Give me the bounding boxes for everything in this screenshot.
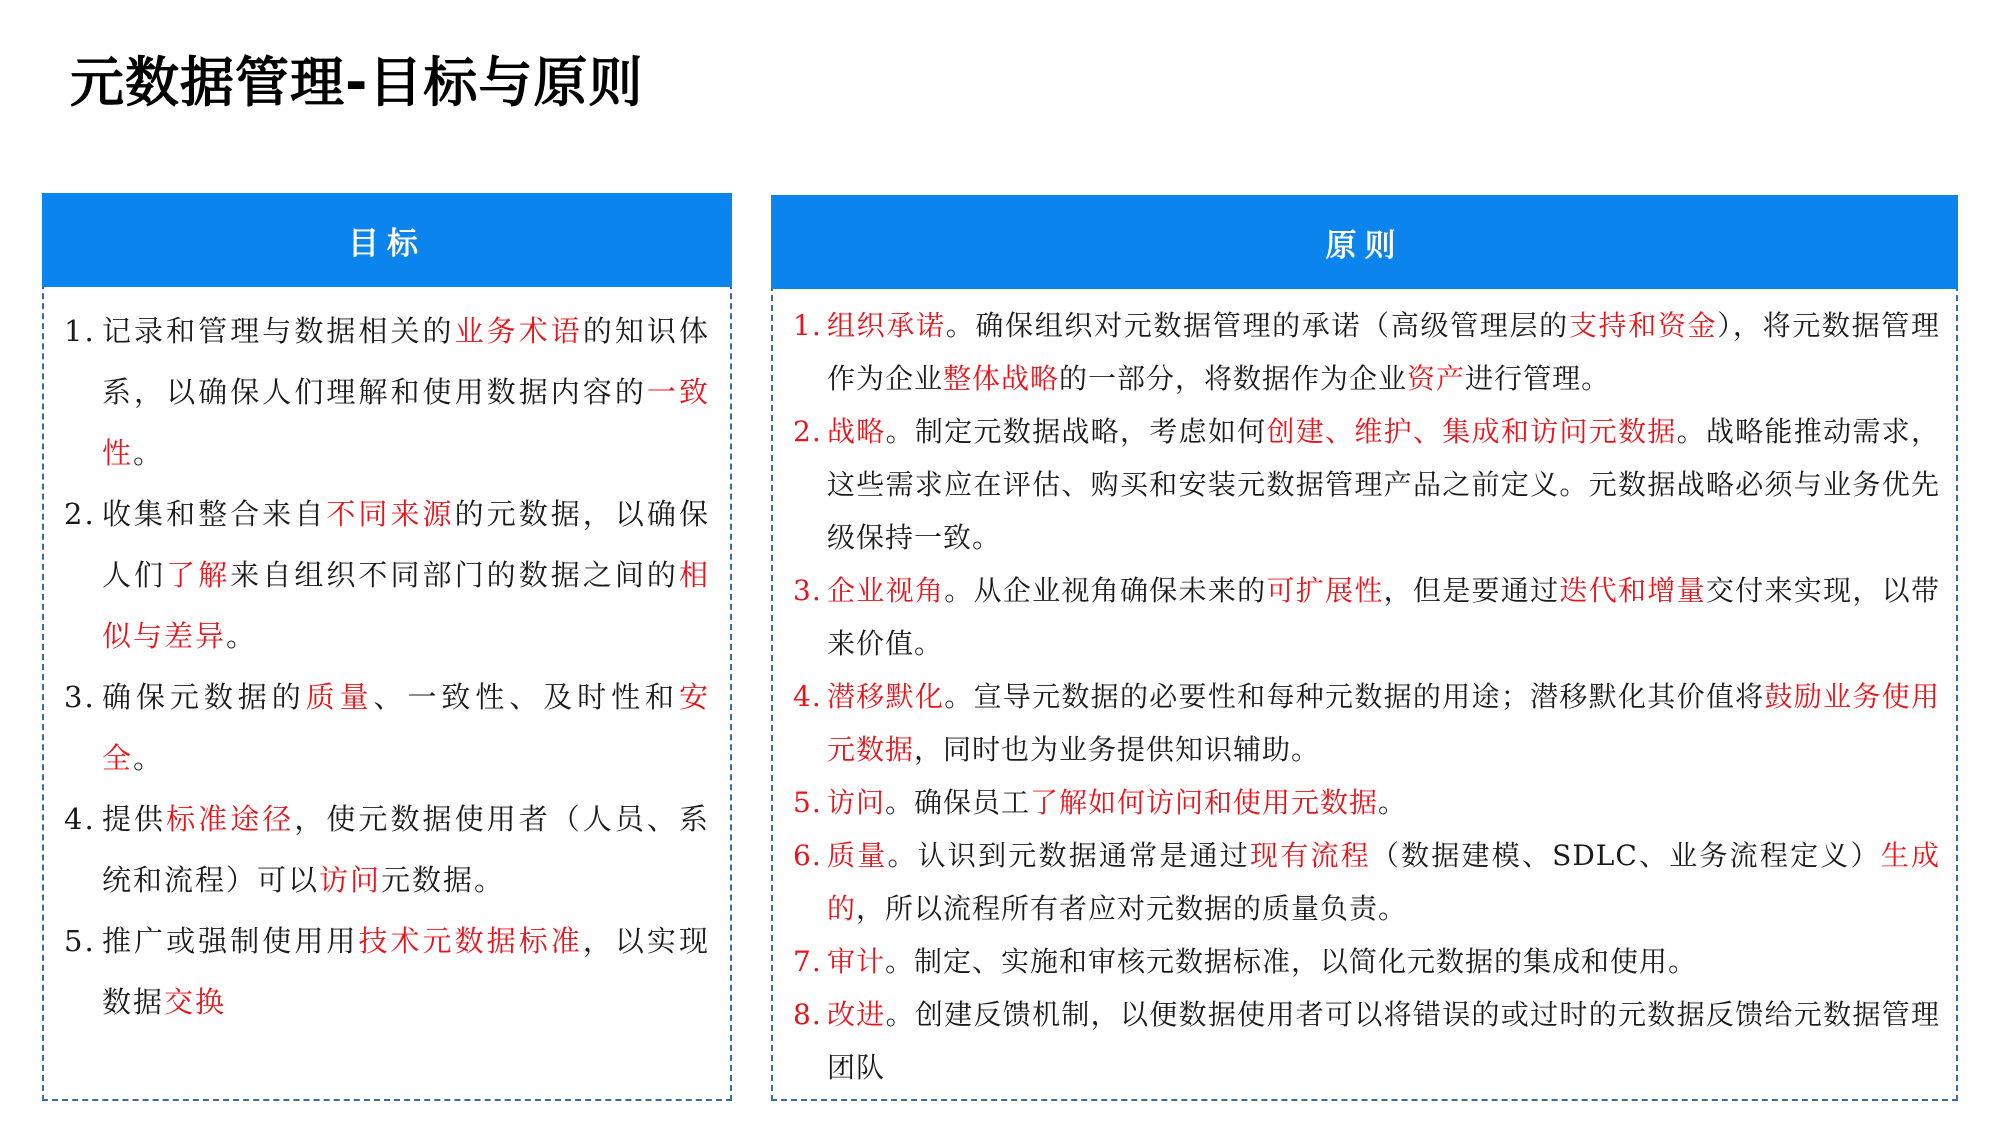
text-segment: 。从企业视角确保未来的	[944, 574, 1267, 607]
text-segment: 。	[1378, 786, 1408, 819]
goal-item-number: 4.	[64, 802, 96, 836]
highlight-term: 标准途径	[166, 802, 295, 836]
text-segment: 交付来实现，以带来价值。	[827, 574, 1940, 660]
text-segment: 的知识体系，以确保人们理解和使用数据内容的	[102, 314, 710, 409]
text-segment: 。	[133, 741, 165, 775]
text-segment: 。	[133, 436, 165, 470]
highlight-term: 企业视角	[827, 574, 945, 607]
highlight-term: 组织承诺	[827, 309, 946, 342]
highlight-term: 资产	[1407, 362, 1466, 395]
highlight-term: 支持和资金	[1568, 309, 1718, 342]
text-segment: 。确保组织对元数据管理的承诺（高级管理层的	[945, 309, 1569, 342]
text-segment: 、一致性、及时性和	[373, 680, 679, 714]
highlight-term: 访问	[319, 863, 382, 897]
text-segment: 。	[226, 619, 258, 653]
principle-item	[793, 988, 1940, 1094]
text-segment: 。制定、实施和审核元数据标准，以简化元数据的集成和使用。	[885, 945, 1698, 978]
highlight-term: 业务术语	[454, 314, 583, 348]
highlight-term: 整体战略	[943, 362, 1060, 395]
principles-list	[773, 289, 1956, 1094]
text-segment: 进行管理。	[1465, 362, 1611, 395]
goal-item	[64, 301, 710, 484]
text-segment: 。创建反馈机制，以便数据使用者可以将错误的或过时的元数据反馈给元数据管理团队	[827, 998, 1940, 1084]
highlight-term: 潜移默化	[827, 680, 945, 713]
principle-item-number: 3.	[793, 574, 822, 607]
principle-item	[793, 405, 1940, 564]
highlight-term: 鼓励业务使用元数据	[827, 680, 1940, 766]
goal-item-number: 2.	[64, 497, 96, 531]
goal-item	[64, 667, 710, 789]
text-segment: 来自组织不同部门的数据之间的	[230, 558, 679, 592]
goals-list	[44, 287, 730, 1033]
principle-item-number: 6.	[793, 839, 822, 872]
goal-item	[64, 789, 710, 911]
principle-item-number: 8.	[793, 998, 822, 1031]
principle-item-text	[827, 670, 1940, 776]
text-segment: 。宣导元数据的必要性和每种元数据的用途；潜移默化其价值将	[944, 680, 1765, 713]
goal-item-text	[102, 301, 710, 484]
highlight-term: 不同来源	[326, 497, 455, 531]
principle-item-number: 7.	[793, 945, 822, 978]
goal-item-number: 3.	[64, 680, 96, 714]
principle-item	[793, 776, 1940, 829]
text-segment: 。认识到元数据通常是通过	[887, 839, 1251, 872]
text-segment: 收集和整合来自	[102, 497, 327, 531]
principle-item	[793, 299, 1940, 405]
text-segment: ，同时也为业务提供知识辅助。	[914, 733, 1321, 766]
principle-item-text	[827, 988, 1940, 1094]
text-segment: 记录和管理与数据相关的	[102, 314, 455, 348]
principles-header: 原则	[771, 195, 1958, 289]
principle-item-number: 1.	[793, 309, 822, 342]
highlight-term: 了解如何访问和使用元数据	[1030, 786, 1379, 819]
highlight-term: 改进	[827, 998, 886, 1031]
text-segment: 的一部分，将数据作为企业	[1059, 362, 1408, 395]
text-segment: 的元数据，以确保人们	[102, 497, 710, 592]
principle-item-text	[827, 829, 1940, 935]
principles-panel	[771, 195, 1958, 1101]
principle-item	[793, 829, 1940, 935]
goal-item-number: 5.	[64, 924, 96, 958]
highlight-term: 迭代和增量	[1559, 574, 1706, 607]
highlight-term: 创建、维护、集成和访问元数据	[1266, 415, 1677, 448]
principle-item	[793, 670, 1940, 776]
goal-item	[64, 484, 710, 667]
text-segment: ），将元数据管理作为企业	[827, 309, 1940, 395]
principle-item	[793, 935, 1940, 988]
principle-item-number: 2.	[793, 415, 822, 448]
principle-item-text	[827, 299, 1940, 405]
principle-item-number: 5.	[793, 786, 822, 819]
text-segment: 。制定元数据战略，考虑如何	[885, 415, 1267, 448]
highlight-term: 可扩展性	[1266, 574, 1384, 607]
text-segment: 推广或强制使用用	[102, 924, 359, 958]
text-segment: 。确保员工	[885, 786, 1031, 819]
goal-item-text	[102, 911, 710, 1033]
highlight-term: 战略	[827, 415, 886, 448]
text-segment: 元数据。	[381, 863, 506, 897]
highlight-term: 技术元数据标准	[358, 924, 583, 958]
principle-item-text	[827, 405, 1940, 564]
highlight-term: 相似与差异	[102, 558, 710, 653]
principle-item	[793, 564, 1940, 670]
text-segment: ，但是要通过	[1383, 574, 1560, 607]
goals-header: 目标	[42, 193, 732, 287]
text-segment: 。战略能推动需求，这些需求应在评估、购买和安装元数据管理产品之前定义。元数据战略必须与业务优先级保持一致。	[827, 415, 1940, 554]
text-segment: 提供	[102, 802, 167, 836]
text-segment: ，所以流程所有者应对元数据的质量负责。	[856, 892, 1408, 925]
goal-item-text	[102, 789, 710, 911]
goal-item-text	[102, 484, 710, 667]
highlight-term: 安全	[102, 680, 710, 775]
text-segment: （数据建模、SDLC、业务流程定义）	[1370, 839, 1881, 872]
highlight-term: 一致性	[102, 375, 710, 470]
goals-panel	[42, 193, 732, 1101]
highlight-term: 质量	[305, 680, 374, 714]
principle-item-text	[827, 776, 1940, 829]
highlight-term: 现有流程	[1250, 839, 1371, 872]
highlight-term: 生成的	[827, 839, 1940, 925]
principle-item-text	[827, 935, 1940, 988]
goal-item	[64, 911, 710, 1033]
goal-item-number: 1.	[64, 314, 96, 348]
text-segment: 确保元数据的	[102, 680, 306, 714]
principle-item-number: 4.	[793, 680, 822, 713]
principle-item-text	[827, 564, 1940, 670]
text-segment: ，以实现数据	[102, 924, 710, 1019]
goal-item-text	[102, 667, 710, 789]
page-title: 元数据管理-目标与原则	[70, 51, 644, 114]
text-segment: ，使元数据使用者（人员、系统和流程）可以	[102, 802, 710, 897]
highlight-term: 了解	[166, 558, 231, 592]
highlight-term: 审计	[827, 945, 886, 978]
highlight-term: 访问	[827, 786, 886, 819]
highlight-term: 质量	[827, 839, 888, 872]
highlight-term: 交换	[164, 985, 227, 1019]
